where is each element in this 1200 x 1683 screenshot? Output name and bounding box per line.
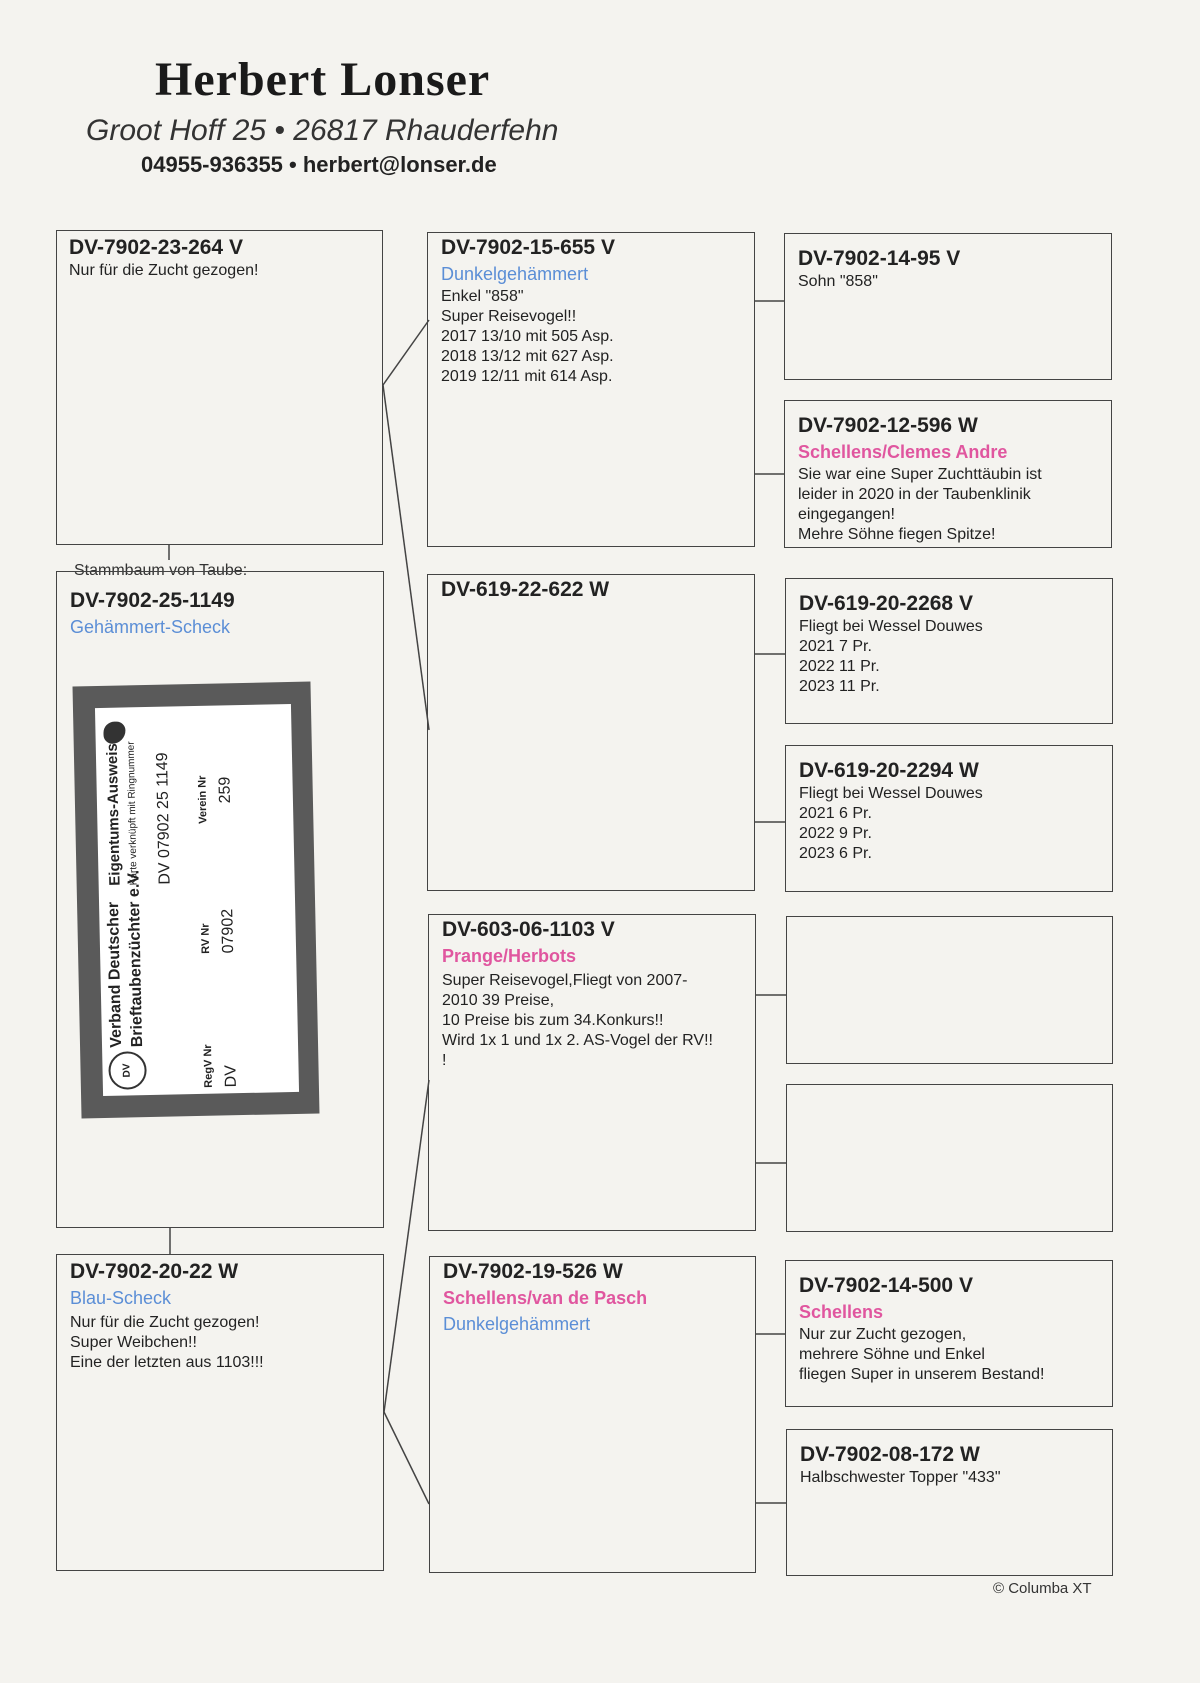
gen3-note: Fliegt bei Wessel Douwes 2021 6 Pr. 2022 9 Pr. 2023 6 Pr. xyxy=(799,785,983,862)
breeder-contact: 04955-936355 • herbert@lonser.de xyxy=(141,152,497,177)
gen2-breeder: Prange/Herbots xyxy=(442,946,577,966)
card-rv-value: 07902 xyxy=(219,908,238,954)
gen2-color: Dunkelgehämmert xyxy=(443,1314,591,1334)
card-verein-value: 259 xyxy=(216,776,234,804)
gen3-note: Sohn "858" xyxy=(798,273,878,290)
sire-ring-number: DV-7902-23-264 V xyxy=(69,236,243,259)
gen3-breeder: Schellens/Clemes Andre xyxy=(798,442,1008,462)
ownership-card-face xyxy=(95,704,299,1096)
gen3-note: Fliegt bei Wessel Douwes 2021 7 Pr. 2022 11 Pr. 2023 11 Pr. xyxy=(799,618,983,695)
dam-box xyxy=(56,1254,384,1571)
dam-color: Blau-Scheck xyxy=(70,1288,172,1308)
pigeon-icon xyxy=(103,721,125,743)
gen3-ring-number: DV-7902-14-500 V xyxy=(799,1274,973,1297)
gen2-color: Dunkelgehämmert xyxy=(441,264,589,284)
gen2-ring-number: DV-603-06-1103 V xyxy=(442,918,615,941)
dv-logo-icon: DV xyxy=(108,1051,147,1090)
gen3-box xyxy=(784,233,1112,380)
sire-box xyxy=(56,230,383,545)
card-ring-number: DV 07902 25 1149 xyxy=(153,752,174,885)
card-verein-label: Verein Nr xyxy=(196,775,210,824)
card-organization: Verband Deutscher Brieftaubenzüchter e.V. xyxy=(105,869,147,1048)
ownership-card xyxy=(73,682,320,1119)
gen3-box xyxy=(786,1429,1113,1576)
pedigree-caption: Stammbaum von Taube: xyxy=(68,562,253,580)
gen3-ring-number: DV-7902-14-95 V xyxy=(798,247,961,270)
gen2-ring-number: DV-7902-15-655 V xyxy=(441,236,615,259)
gen3-ring-number: DV-7902-12-596 W xyxy=(798,414,978,437)
card-regv-label: RegV Nr xyxy=(202,1044,215,1088)
gen3-note: Nur zur Zucht gezogen, mehrere Söhne und Enkel fliegen Super in unserem Bestand! xyxy=(799,1326,1045,1383)
gen3-ring-number: DV-619-20-2294 W xyxy=(799,759,979,782)
gen3-box xyxy=(784,400,1112,548)
card-title: Eigentums-Ausweis xyxy=(103,743,124,886)
gen3-box xyxy=(785,1260,1113,1407)
gen2-box xyxy=(429,1256,756,1573)
card-rv-label: RV Nr xyxy=(199,923,213,954)
gen3-box xyxy=(785,745,1113,892)
gen2-box xyxy=(428,914,756,1231)
gen3-box xyxy=(786,916,1113,1064)
gen3-note: Halbschwester Topper "433" xyxy=(800,1469,1001,1486)
gen2-box xyxy=(427,574,755,891)
gen2-box xyxy=(427,232,755,547)
gen2-ring-number: DV-7902-19-526 W xyxy=(443,1260,623,1283)
gen2-note: Super Reisevogel,Fliegt von 2007- 2010 39 Preise, 10 Preise bis zum 34.Konkurs!! Wird 1x 1 und 1x 2. AS-Vogel der RV!! ! xyxy=(442,972,713,1069)
gen3-ring-number: DV-619-20-2268 V xyxy=(799,592,973,615)
subject-ring-number: DV-7902-25-1149 xyxy=(70,589,235,612)
gen2-ring-number: DV-619-22-622 W xyxy=(441,578,610,601)
gen2-breeder: Schellens/van de Pasch xyxy=(443,1288,648,1308)
dam-ring-number: DV-7902-20-22 W xyxy=(70,1260,239,1283)
dam-note: Nur für die Zucht gezogen! Super Weibchen!! Eine der letzten aus 1103!!! xyxy=(70,1314,264,1371)
gen3-box xyxy=(786,1084,1113,1232)
software-credit: © Columba XT xyxy=(993,1580,1092,1597)
gen3-box xyxy=(785,578,1113,724)
card-subtitle: Karte verknüpft mit Ringnummer xyxy=(125,741,140,886)
gen2-note: Enkel "858" Super Reisevogel!! 2017 13/10 mit 505 Asp. 2018 13/12 mit 627 Asp. 2019 12/11 mit 614 Asp. xyxy=(441,288,614,385)
sire-note: Nur für die Zucht gezogen! xyxy=(69,262,259,279)
subject-color: Gehämmert-Scheck xyxy=(70,617,231,637)
breeder-address: Groot Hoff 25 • 26817 Rhauderfehn xyxy=(86,114,559,147)
gen3-note: Sie war eine Super Zuchttäubin ist leider in 2020 in der Taubenklinik eingegangen! Mehre Söhne fiegen Spitze! xyxy=(798,466,1042,543)
gen3-ring-number: DV-7902-08-172 W xyxy=(800,1443,980,1466)
card-regv-value: DV xyxy=(222,1064,240,1088)
breeder-name: Herbert Lonser xyxy=(155,53,491,106)
gen3-breeder: Schellens xyxy=(799,1302,884,1322)
